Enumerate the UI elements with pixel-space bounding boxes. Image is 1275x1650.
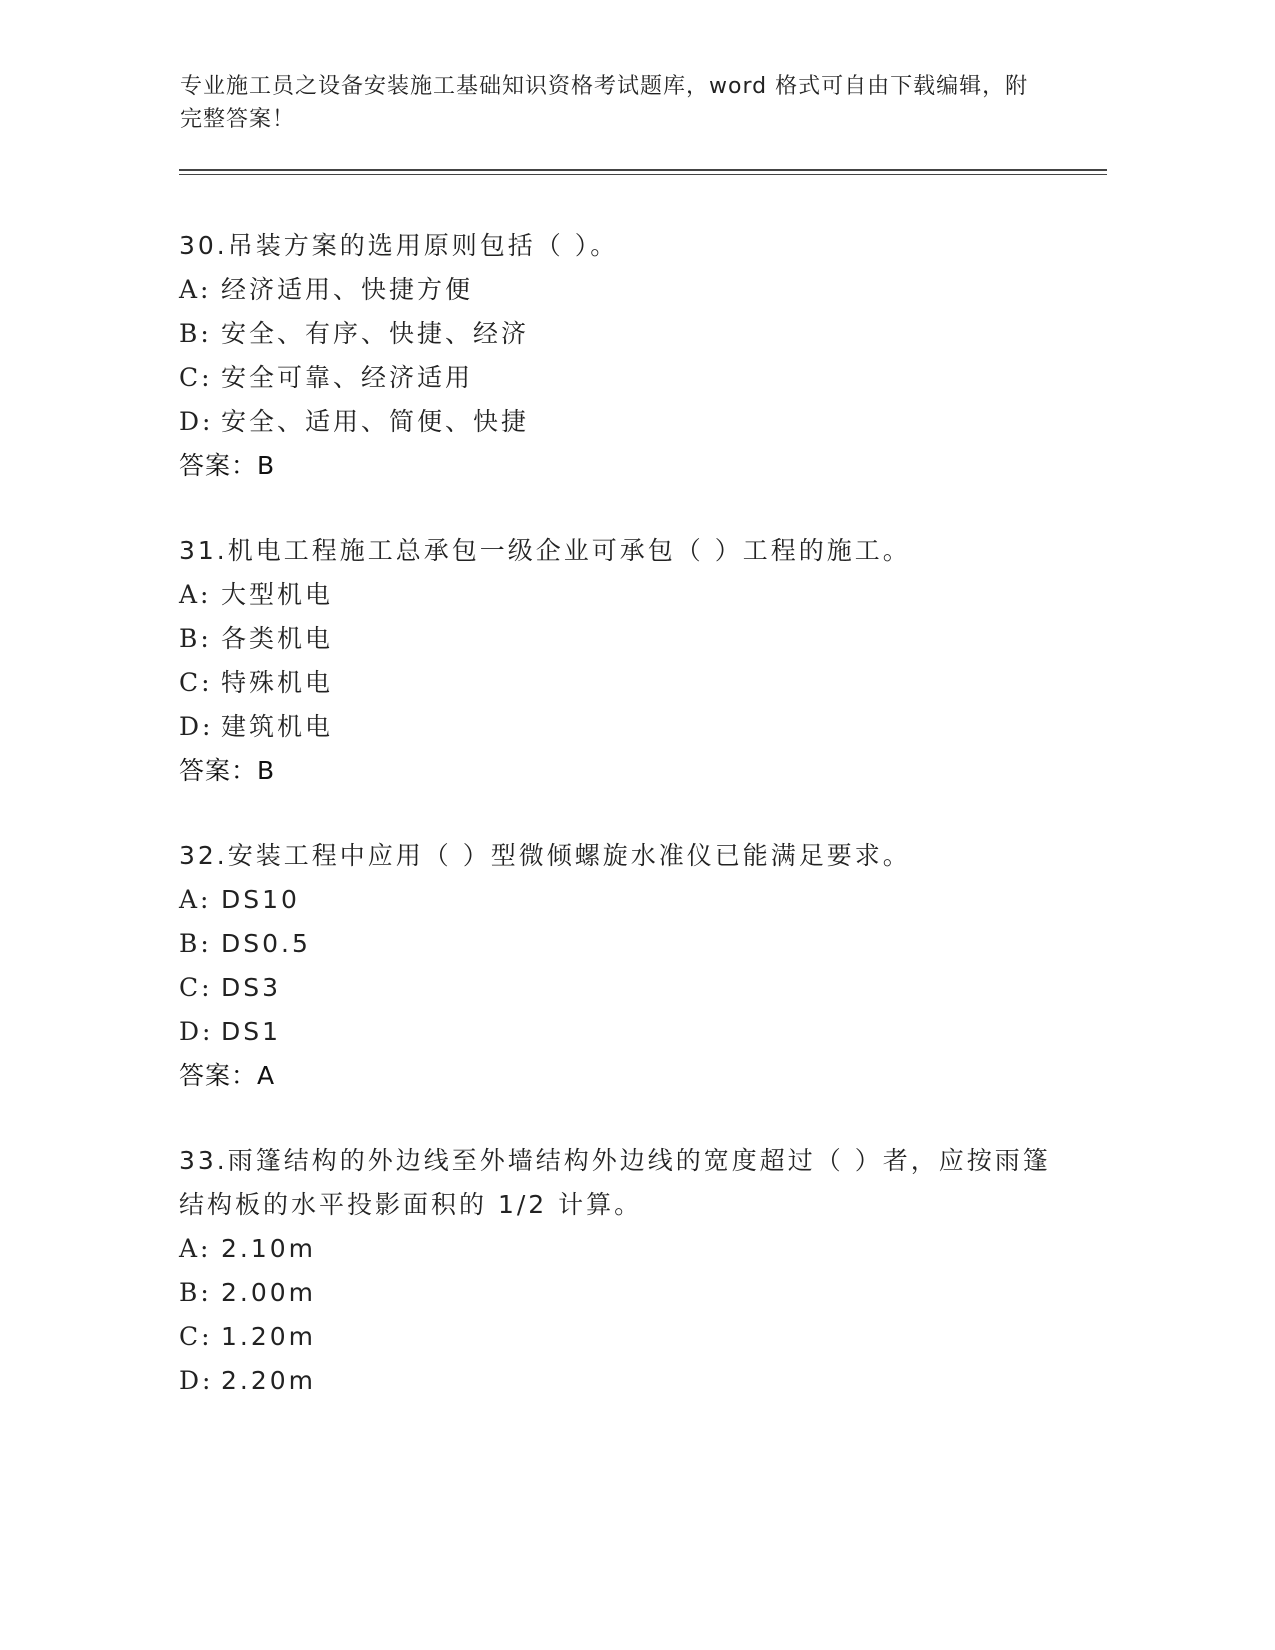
option-text: 安全、适用、简便、快捷: [221, 407, 530, 436]
question-30: [179, 224, 1059, 488]
option-label: A:: [179, 580, 212, 609]
option-text: 1.20m: [221, 1322, 317, 1351]
option-d: [179, 400, 1059, 444]
option-text: 2.10m: [221, 1234, 317, 1263]
question-stem: 30.吊装方案的选用原则包括（ ）。: [179, 231, 619, 260]
question-33: [179, 1139, 1059, 1403]
option-label: C:: [179, 973, 213, 1002]
option-a: [179, 878, 1059, 922]
option-b: [179, 617, 1059, 661]
question-32: [179, 834, 1059, 1098]
option-text: 经济适用、快捷方便: [221, 275, 474, 304]
document-header: 专业施工员之设备安装施工基础知识资格考试题库，word 格式可自由下载编辑，附完整答案！: [180, 74, 1029, 132]
option-label: D:: [179, 1017, 214, 1046]
question-stem: 32.安装工程中应用（ ）型微倾螺旋水准仪已能满足要求。: [179, 841, 911, 870]
option-b: [179, 312, 1059, 356]
option-c: [179, 966, 1059, 1010]
option-d: [179, 1010, 1059, 1054]
option-text: DS3: [221, 973, 282, 1002]
option-b: [179, 922, 1059, 966]
answer-line: 答案：B: [179, 451, 276, 480]
option-c: [179, 661, 1059, 705]
option-label: A:: [179, 1234, 212, 1263]
option-b: [179, 1271, 1059, 1315]
option-a: [179, 268, 1059, 312]
option-text: 安全可靠、经济适用: [221, 363, 474, 392]
option-label: B:: [179, 929, 212, 958]
question-31: [179, 529, 1059, 793]
option-text: 大型机电: [221, 580, 334, 609]
option-a: [179, 1227, 1059, 1271]
option-text: DS0.5: [221, 929, 311, 958]
option-c: [179, 356, 1059, 400]
option-label: A:: [179, 885, 212, 914]
option-label: D:: [179, 407, 214, 436]
option-text: 2.20m: [221, 1366, 317, 1395]
option-text: 2.00m: [221, 1278, 317, 1307]
answer-line: 答案：A: [179, 1061, 276, 1090]
option-c: [179, 1315, 1059, 1359]
option-a: [179, 573, 1059, 617]
option-label: B:: [179, 1278, 212, 1307]
option-d: [179, 1359, 1059, 1403]
option-label: C:: [179, 1322, 213, 1351]
header-divider-thick: [179, 169, 1107, 171]
option-d: [179, 705, 1059, 749]
option-text: 安全、有序、快捷、经济: [221, 319, 530, 348]
option-label: D:: [179, 712, 214, 741]
option-label: D:: [179, 1366, 214, 1395]
question-stem: 31.机电工程施工总承包一级企业可承包（ ）工程的施工。: [179, 536, 911, 565]
option-text: DS1: [221, 1017, 282, 1046]
option-label: B:: [179, 624, 212, 653]
question-stem: 33.雨篷结构的外边线至外墙结构外边线的宽度超过（ ）者，应按雨篷结构板的水平投影面积的 1/2 计算。: [179, 1146, 1051, 1219]
option-text: 建筑机电: [221, 712, 334, 741]
header-divider-thin: [179, 174, 1107, 175]
option-text: 各类机电: [221, 624, 334, 653]
option-label: A:: [179, 275, 212, 304]
option-label: C:: [179, 668, 213, 697]
option-label: C:: [179, 363, 213, 392]
option-text: DS10: [221, 885, 300, 914]
answer-line: 答案：B: [179, 756, 276, 785]
option-label: B:: [179, 319, 212, 348]
option-text: 特殊机电: [221, 668, 334, 697]
